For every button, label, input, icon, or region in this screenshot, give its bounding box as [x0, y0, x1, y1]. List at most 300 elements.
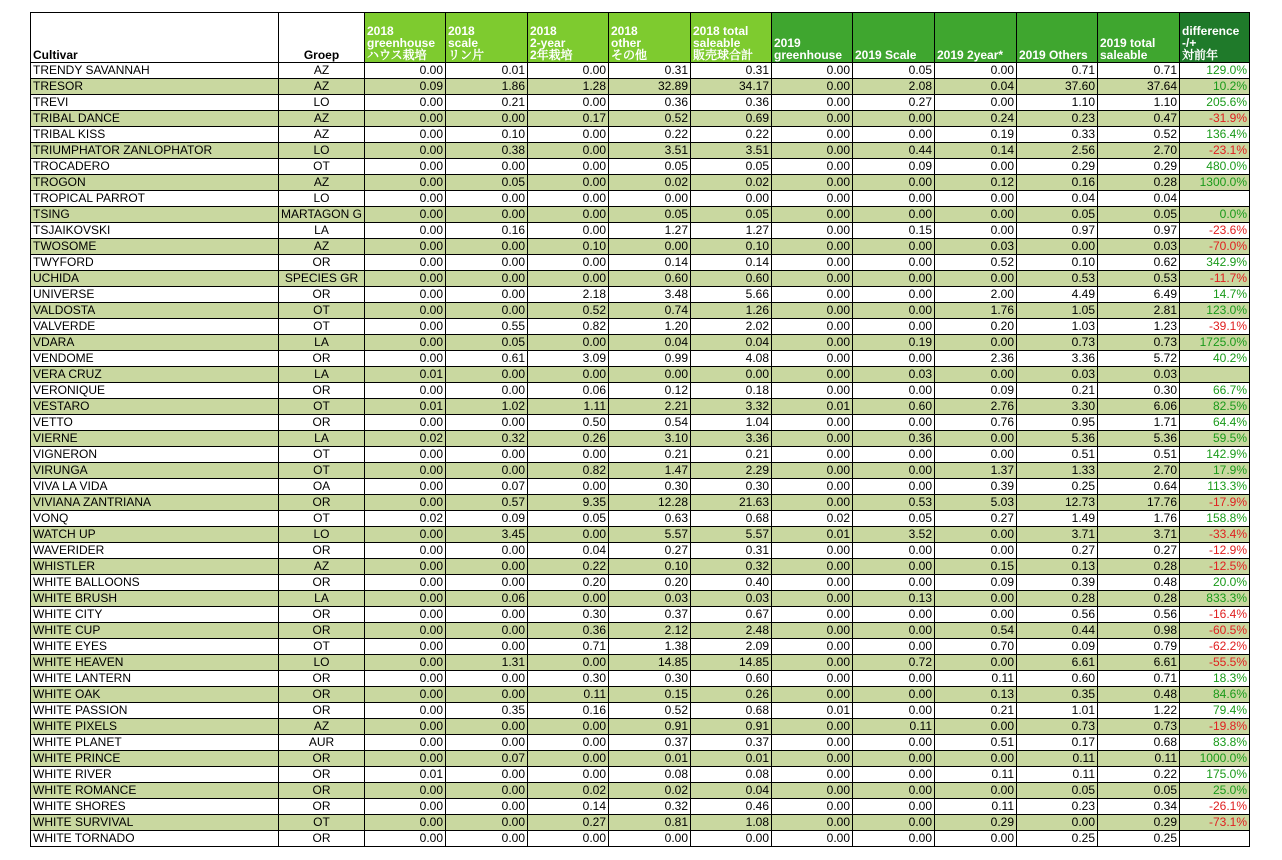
value-cell-y2_2018[interactable]: 9.35: [528, 495, 609, 511]
value-cell-gh2018[interactable]: 0.00: [365, 287, 446, 303]
value-cell-tot2018[interactable]: 0.05: [691, 207, 772, 223]
value-cell-gh2019[interactable]: 0.00: [772, 175, 853, 191]
value-cell-sc2018[interactable]: 0.01: [446, 63, 528, 79]
difference-cell[interactable]: 136.4%: [1180, 127, 1250, 143]
value-cell-tot2019[interactable]: 0.28: [1098, 591, 1180, 607]
table-row[interactable]: [31, 719, 1250, 735]
value-cell-y2_2019[interactable]: 0.39: [935, 479, 1017, 495]
value-cell-ot2018[interactable]: 0.01: [609, 751, 691, 767]
groep-cell[interactable]: OR: [279, 767, 365, 783]
value-cell-gh2019[interactable]: 0.00: [772, 687, 853, 703]
value-cell-y2_2018[interactable]: 3.09: [528, 351, 609, 367]
value-cell-sc2019[interactable]: 0.00: [853, 575, 935, 591]
table-row[interactable]: [31, 111, 1250, 127]
value-cell-tot2018[interactable]: 0.36: [691, 95, 772, 111]
value-cell-tot2019[interactable]: 0.48: [1098, 687, 1180, 703]
groep-cell[interactable]: AZ: [279, 719, 365, 735]
value-cell-tot2019[interactable]: 0.25: [1098, 831, 1180, 847]
value-cell-y2_2019[interactable]: 0.12: [935, 175, 1017, 191]
value-cell-tot2018[interactable]: 0.30: [691, 479, 772, 495]
value-cell-gh2019[interactable]: 0.00: [772, 671, 853, 687]
value-cell-ot2018[interactable]: 0.54: [609, 415, 691, 431]
value-cell-sc2019[interactable]: 0.00: [853, 383, 935, 399]
value-cell-ot2018[interactable]: 0.14: [609, 255, 691, 271]
value-cell-gh2018[interactable]: 0.00: [365, 111, 446, 127]
value-cell-tot2019[interactable]: 0.03: [1098, 239, 1180, 255]
value-cell-sc2019[interactable]: 0.36: [853, 431, 935, 447]
table-row[interactable]: [31, 655, 1250, 671]
value-cell-sc2019[interactable]: 0.11: [853, 719, 935, 735]
value-cell-tot2018[interactable]: 0.91: [691, 719, 772, 735]
value-cell-tot2019[interactable]: 1.71: [1098, 415, 1180, 431]
value-cell-gh2018[interactable]: 0.00: [365, 495, 446, 511]
value-cell-tot2018[interactable]: 0.18: [691, 383, 772, 399]
value-cell-ot2018[interactable]: 3.48: [609, 287, 691, 303]
value-cell-gh2018[interactable]: 0.00: [365, 575, 446, 591]
groep-cell[interactable]: AZ: [279, 63, 365, 79]
value-cell-tot2019[interactable]: 0.73: [1098, 719, 1180, 735]
value-cell-y2_2018[interactable]: 0.82: [528, 319, 609, 335]
table-row[interactable]: [31, 511, 1250, 527]
value-cell-gh2019[interactable]: 0.00: [772, 447, 853, 463]
value-cell-ot2018[interactable]: 0.60: [609, 271, 691, 287]
value-cell-ot2019[interactable]: 1.49: [1017, 511, 1098, 527]
value-cell-ot2018[interactable]: 0.04: [609, 335, 691, 351]
value-cell-ot2019[interactable]: 0.00: [1017, 815, 1098, 831]
value-cell-ot2018[interactable]: 0.30: [609, 671, 691, 687]
value-cell-sc2019[interactable]: 0.00: [853, 703, 935, 719]
value-cell-tot2019[interactable]: 0.29: [1098, 159, 1180, 175]
value-cell-ot2019[interactable]: 0.33: [1017, 127, 1098, 143]
groep-cell[interactable]: LO: [279, 143, 365, 159]
value-cell-y2_2019[interactable]: 0.00: [935, 783, 1017, 799]
value-cell-y2_2019[interactable]: 0.52: [935, 255, 1017, 271]
cultivar-cell[interactable]: TRIBAL DANCE: [31, 111, 279, 127]
value-cell-gh2018[interactable]: 0.00: [365, 831, 446, 847]
value-cell-y2_2018[interactable]: 0.71: [528, 639, 609, 655]
value-cell-ot2019[interactable]: 12.73: [1017, 495, 1098, 511]
table-row[interactable]: [31, 831, 1250, 847]
value-cell-sc2019[interactable]: 0.00: [853, 255, 935, 271]
value-cell-ot2019[interactable]: 0.04: [1017, 191, 1098, 207]
value-cell-sc2018[interactable]: 0.00: [446, 287, 528, 303]
value-cell-sc2018[interactable]: 0.35: [446, 703, 528, 719]
value-cell-y2_2018[interactable]: 0.00: [528, 479, 609, 495]
cultivar-cell[interactable]: UCHIDA: [31, 271, 279, 287]
value-cell-ot2018[interactable]: 5.57: [609, 527, 691, 543]
value-cell-y2_2018[interactable]: 0.00: [528, 335, 609, 351]
value-cell-y2_2018[interactable]: 0.20: [528, 575, 609, 591]
table-row[interactable]: [31, 783, 1250, 799]
value-cell-y2_2018[interactable]: 0.00: [528, 143, 609, 159]
table-row[interactable]: [31, 815, 1250, 831]
groep-cell[interactable]: OT: [279, 815, 365, 831]
table-row[interactable]: [31, 303, 1250, 319]
value-cell-gh2019[interactable]: 0.00: [772, 623, 853, 639]
value-cell-gh2019[interactable]: 0.01: [772, 527, 853, 543]
column-header-cultivar[interactable]: [31, 13, 279, 63]
groep-cell[interactable]: OR: [279, 575, 365, 591]
value-cell-gh2018[interactable]: 0.00: [365, 95, 446, 111]
value-cell-y2_2019[interactable]: 0.00: [935, 223, 1017, 239]
value-cell-y2_2018[interactable]: 0.30: [528, 671, 609, 687]
value-cell-ot2018[interactable]: 0.05: [609, 207, 691, 223]
value-cell-y2_2018[interactable]: 0.30: [528, 607, 609, 623]
value-cell-y2_2019[interactable]: 0.70: [935, 639, 1017, 655]
value-cell-gh2019[interactable]: 0.00: [772, 463, 853, 479]
value-cell-gh2018[interactable]: 0.00: [365, 671, 446, 687]
groep-cell[interactable]: OR: [279, 543, 365, 559]
value-cell-gh2018[interactable]: 0.00: [365, 415, 446, 431]
value-cell-y2_2019[interactable]: 0.20: [935, 319, 1017, 335]
value-cell-gh2019[interactable]: 0.00: [772, 95, 853, 111]
value-cell-tot2018[interactable]: 0.26: [691, 687, 772, 703]
groep-cell[interactable]: OT: [279, 319, 365, 335]
value-cell-sc2018[interactable]: 0.00: [446, 191, 528, 207]
cultivar-cell[interactable]: WHITE HEAVEN: [31, 655, 279, 671]
value-cell-y2_2018[interactable]: 0.04: [528, 543, 609, 559]
value-cell-tot2018[interactable]: 14.85: [691, 655, 772, 671]
value-cell-sc2018[interactable]: 0.00: [446, 623, 528, 639]
difference-cell[interactable]: 1725.0%: [1180, 335, 1250, 351]
groep-cell[interactable]: OR: [279, 351, 365, 367]
value-cell-ot2019[interactable]: 0.95: [1017, 415, 1098, 431]
value-cell-y2_2019[interactable]: 0.13: [935, 687, 1017, 703]
value-cell-tot2018[interactable]: 0.67: [691, 607, 772, 623]
value-cell-ot2018[interactable]: 0.99: [609, 351, 691, 367]
value-cell-sc2019[interactable]: 0.00: [853, 623, 935, 639]
value-cell-gh2019[interactable]: 0.00: [772, 271, 853, 287]
value-cell-gh2019[interactable]: 0.00: [772, 815, 853, 831]
cultivar-cell[interactable]: TROCADERO: [31, 159, 279, 175]
difference-cell[interactable]: 17.9%: [1180, 463, 1250, 479]
value-cell-tot2019[interactable]: 0.05: [1098, 783, 1180, 799]
value-cell-tot2018[interactable]: 0.14: [691, 255, 772, 271]
difference-cell[interactable]: 14.7%: [1180, 287, 1250, 303]
cultivar-cell[interactable]: VIERNE: [31, 431, 279, 447]
column-header-sc2019[interactable]: [853, 13, 935, 63]
groep-cell[interactable]: OT: [279, 447, 365, 463]
groep-cell[interactable]: OT: [279, 303, 365, 319]
table-row[interactable]: [31, 735, 1250, 751]
value-cell-ot2019[interactable]: 0.11: [1017, 751, 1098, 767]
value-cell-ot2018[interactable]: 1.20: [609, 319, 691, 335]
value-cell-ot2019[interactable]: 0.23: [1017, 111, 1098, 127]
difference-cell[interactable]: [1180, 831, 1250, 847]
value-cell-sc2019[interactable]: 0.00: [853, 799, 935, 815]
value-cell-y2_2018[interactable]: 0.00: [528, 95, 609, 111]
value-cell-tot2018[interactable]: 0.68: [691, 511, 772, 527]
value-cell-sc2018[interactable]: 0.57: [446, 495, 528, 511]
groep-cell[interactable]: OR: [279, 415, 365, 431]
value-cell-ot2019[interactable]: 1.03: [1017, 319, 1098, 335]
value-cell-gh2019[interactable]: 0.00: [772, 239, 853, 255]
value-cell-gh2018[interactable]: 0.00: [365, 175, 446, 191]
value-cell-ot2019[interactable]: 1.01: [1017, 703, 1098, 719]
value-cell-tot2019[interactable]: 37.64: [1098, 79, 1180, 95]
value-cell-tot2019[interactable]: 2.70: [1098, 143, 1180, 159]
difference-cell[interactable]: 129.0%: [1180, 63, 1250, 79]
value-cell-sc2018[interactable]: 0.00: [446, 543, 528, 559]
value-cell-y2_2019[interactable]: 0.21: [935, 703, 1017, 719]
groep-cell[interactable]: LO: [279, 655, 365, 671]
value-cell-sc2019[interactable]: 0.00: [853, 191, 935, 207]
value-cell-y2_2019[interactable]: 0.29: [935, 815, 1017, 831]
value-cell-gh2018[interactable]: 0.09: [365, 79, 446, 95]
difference-cell[interactable]: -26.1%: [1180, 799, 1250, 815]
value-cell-y2_2018[interactable]: 0.14: [528, 799, 609, 815]
value-cell-sc2019[interactable]: 0.00: [853, 175, 935, 191]
value-cell-gh2019[interactable]: 0.00: [772, 79, 853, 95]
value-cell-tot2018[interactable]: 0.00: [691, 191, 772, 207]
value-cell-sc2019[interactable]: 0.00: [853, 735, 935, 751]
value-cell-tot2018[interactable]: 0.32: [691, 559, 772, 575]
difference-cell[interactable]: 82.5%: [1180, 399, 1250, 415]
groep-cell[interactable]: LA: [279, 367, 365, 383]
value-cell-tot2019[interactable]: 0.04: [1098, 191, 1180, 207]
value-cell-y2_2018[interactable]: 0.10: [528, 239, 609, 255]
value-cell-sc2018[interactable]: 0.00: [446, 671, 528, 687]
value-cell-y2_2019[interactable]: 0.04: [935, 79, 1017, 95]
column-header-tot2018[interactable]: [691, 13, 772, 63]
table-row[interactable]: [31, 223, 1250, 239]
value-cell-sc2019[interactable]: 0.00: [853, 287, 935, 303]
value-cell-gh2019[interactable]: 0.00: [772, 191, 853, 207]
value-cell-sc2019[interactable]: 0.00: [853, 207, 935, 223]
value-cell-sc2018[interactable]: 0.00: [446, 783, 528, 799]
difference-cell[interactable]: 142.9%: [1180, 447, 1250, 463]
value-cell-sc2019[interactable]: 0.27: [853, 95, 935, 111]
value-cell-tot2018[interactable]: 0.04: [691, 783, 772, 799]
table-row[interactable]: [31, 63, 1250, 79]
value-cell-ot2019[interactable]: 0.17: [1017, 735, 1098, 751]
value-cell-gh2019[interactable]: 0.00: [772, 799, 853, 815]
value-cell-ot2018[interactable]: 0.03: [609, 591, 691, 607]
table-row[interactable]: [31, 767, 1250, 783]
cultivar-cell[interactable]: WHITE EYES: [31, 639, 279, 655]
value-cell-gh2018[interactable]: 0.00: [365, 479, 446, 495]
value-cell-ot2018[interactable]: 3.10: [609, 431, 691, 447]
value-cell-ot2019[interactable]: 0.05: [1017, 783, 1098, 799]
groep-cell[interactable]: OR: [279, 495, 365, 511]
difference-cell[interactable]: -23.1%: [1180, 143, 1250, 159]
difference-cell[interactable]: 0.0%: [1180, 207, 1250, 223]
value-cell-ot2018[interactable]: 0.63: [609, 511, 691, 527]
value-cell-tot2019[interactable]: 0.97: [1098, 223, 1180, 239]
value-cell-ot2018[interactable]: 32.89: [609, 79, 691, 95]
value-cell-y2_2019[interactable]: 0.00: [935, 367, 1017, 383]
value-cell-gh2018[interactable]: 0.01: [365, 367, 446, 383]
difference-cell[interactable]: -60.5%: [1180, 623, 1250, 639]
value-cell-y2_2018[interactable]: 0.52: [528, 303, 609, 319]
value-cell-sc2019[interactable]: 0.00: [853, 127, 935, 143]
value-cell-y2_2019[interactable]: 0.14: [935, 143, 1017, 159]
value-cell-gh2018[interactable]: 0.00: [365, 607, 446, 623]
value-cell-y2_2018[interactable]: 0.16: [528, 703, 609, 719]
value-cell-y2_2018[interactable]: 0.26: [528, 431, 609, 447]
value-cell-gh2019[interactable]: 0.00: [772, 383, 853, 399]
value-cell-tot2018[interactable]: 0.31: [691, 543, 772, 559]
value-cell-gh2018[interactable]: 0.00: [365, 271, 446, 287]
value-cell-gh2019[interactable]: 0.00: [772, 143, 853, 159]
value-cell-sc2018[interactable]: 0.00: [446, 303, 528, 319]
value-cell-ot2018[interactable]: 0.22: [609, 127, 691, 143]
table-row[interactable]: [31, 543, 1250, 559]
value-cell-ot2019[interactable]: 0.13: [1017, 559, 1098, 575]
value-cell-tot2019[interactable]: 0.71: [1098, 63, 1180, 79]
value-cell-sc2019[interactable]: 0.00: [853, 767, 935, 783]
value-cell-tot2019[interactable]: 0.22: [1098, 767, 1180, 783]
value-cell-tot2018[interactable]: 0.40: [691, 575, 772, 591]
value-cell-sc2018[interactable]: 0.00: [446, 383, 528, 399]
value-cell-ot2019[interactable]: 0.11: [1017, 767, 1098, 783]
cultivar-cell[interactable]: TRIBAL KISS: [31, 127, 279, 143]
value-cell-sc2018[interactable]: 0.00: [446, 463, 528, 479]
value-cell-ot2019[interactable]: 0.29: [1017, 159, 1098, 175]
cultivar-cell[interactable]: WAVERIDER: [31, 543, 279, 559]
value-cell-y2_2019[interactable]: 0.00: [935, 191, 1017, 207]
value-cell-sc2019[interactable]: 0.00: [853, 319, 935, 335]
value-cell-tot2018[interactable]: 5.57: [691, 527, 772, 543]
value-cell-gh2019[interactable]: 0.00: [772, 655, 853, 671]
cultivar-cell[interactable]: WHISTLER: [31, 559, 279, 575]
value-cell-sc2019[interactable]: 2.08: [853, 79, 935, 95]
value-cell-y2_2019[interactable]: 0.00: [935, 271, 1017, 287]
value-cell-tot2019[interactable]: 0.51: [1098, 447, 1180, 463]
value-cell-sc2019[interactable]: 0.00: [853, 239, 935, 255]
value-cell-gh2019[interactable]: 0.00: [772, 287, 853, 303]
value-cell-gh2019[interactable]: 0.00: [772, 591, 853, 607]
cultivar-cell[interactable]: WATCH UP: [31, 527, 279, 543]
value-cell-gh2019[interactable]: 0.00: [772, 319, 853, 335]
table-row[interactable]: [31, 671, 1250, 687]
value-cell-sc2019[interactable]: 0.00: [853, 671, 935, 687]
value-cell-tot2019[interactable]: 0.34: [1098, 799, 1180, 815]
value-cell-y2_2018[interactable]: 0.00: [528, 527, 609, 543]
value-cell-tot2018[interactable]: 0.69: [691, 111, 772, 127]
value-cell-ot2018[interactable]: 14.85: [609, 655, 691, 671]
value-cell-gh2018[interactable]: 0.00: [365, 463, 446, 479]
value-cell-ot2019[interactable]: 4.49: [1017, 287, 1098, 303]
value-cell-tot2018[interactable]: 34.17: [691, 79, 772, 95]
value-cell-tot2019[interactable]: 0.47: [1098, 111, 1180, 127]
value-cell-sc2019[interactable]: 0.00: [853, 415, 935, 431]
cultivar-cell[interactable]: WHITE BRUSH: [31, 591, 279, 607]
value-cell-tot2018[interactable]: 1.08: [691, 815, 772, 831]
value-cell-tot2019[interactable]: 6.06: [1098, 399, 1180, 415]
column-header-gh2019[interactable]: [772, 13, 853, 63]
value-cell-y2_2019[interactable]: 0.00: [935, 447, 1017, 463]
difference-cell[interactable]: 480.0%: [1180, 159, 1250, 175]
groep-cell[interactable]: OR: [279, 751, 365, 767]
groep-cell[interactable]: LA: [279, 223, 365, 239]
cultivar-cell[interactable]: TRENDY SAVANNAH: [31, 63, 279, 79]
value-cell-y2_2019[interactable]: 0.00: [935, 655, 1017, 671]
value-cell-tot2019[interactable]: 3.71: [1098, 527, 1180, 543]
value-cell-sc2018[interactable]: 0.00: [446, 207, 528, 223]
value-cell-tot2019[interactable]: 2.70: [1098, 463, 1180, 479]
value-cell-tot2018[interactable]: 0.02: [691, 175, 772, 191]
value-cell-y2_2019[interactable]: 2.36: [935, 351, 1017, 367]
value-cell-gh2019[interactable]: 0.00: [772, 431, 853, 447]
column-header-sc2018[interactable]: [446, 13, 528, 63]
value-cell-sc2018[interactable]: 0.61: [446, 351, 528, 367]
value-cell-tot2018[interactable]: 3.51: [691, 143, 772, 159]
value-cell-ot2018[interactable]: 0.05: [609, 159, 691, 175]
cultivar-cell[interactable]: WHITE CUP: [31, 623, 279, 639]
table-row[interactable]: [31, 751, 1250, 767]
table-row[interactable]: [31, 207, 1250, 223]
cultivar-cell[interactable]: TWYFORD: [31, 255, 279, 271]
value-cell-gh2019[interactable]: 0.00: [772, 495, 853, 511]
value-cell-y2_2018[interactable]: 0.17: [528, 111, 609, 127]
value-cell-gh2018[interactable]: 0.00: [365, 319, 446, 335]
value-cell-tot2018[interactable]: 0.22: [691, 127, 772, 143]
difference-cell[interactable]: 205.6%: [1180, 95, 1250, 111]
cultivar-cell[interactable]: TSING: [31, 207, 279, 223]
value-cell-tot2018[interactable]: 1.04: [691, 415, 772, 431]
value-cell-ot2019[interactable]: 0.39: [1017, 575, 1098, 591]
value-cell-ot2018[interactable]: 0.00: [609, 191, 691, 207]
table-row[interactable]: [31, 95, 1250, 111]
value-cell-y2_2019[interactable]: 2.00: [935, 287, 1017, 303]
difference-cell[interactable]: -31.9%: [1180, 111, 1250, 127]
value-cell-gh2019[interactable]: 0.00: [772, 207, 853, 223]
value-cell-ot2018[interactable]: 0.74: [609, 303, 691, 319]
value-cell-y2_2018[interactable]: 0.00: [528, 751, 609, 767]
value-cell-y2_2018[interactable]: 0.00: [528, 255, 609, 271]
value-cell-ot2018[interactable]: 0.00: [609, 831, 691, 847]
value-cell-ot2019[interactable]: 0.03: [1017, 367, 1098, 383]
value-cell-gh2018[interactable]: 0.00: [365, 143, 446, 159]
table-row[interactable]: [31, 143, 1250, 159]
difference-cell[interactable]: -33.4%: [1180, 527, 1250, 543]
value-cell-ot2018[interactable]: 0.81: [609, 815, 691, 831]
cultivar-cell[interactable]: VALVERDE: [31, 319, 279, 335]
cultivar-cell[interactable]: VERONIQUE: [31, 383, 279, 399]
value-cell-tot2018[interactable]: 2.48: [691, 623, 772, 639]
value-cell-gh2019[interactable]: 0.00: [772, 223, 853, 239]
value-cell-ot2019[interactable]: 0.35: [1017, 687, 1098, 703]
table-row[interactable]: [31, 239, 1250, 255]
cultivar-cell[interactable]: WHITE PASSION: [31, 703, 279, 719]
value-cell-sc2019[interactable]: 0.00: [853, 271, 935, 287]
value-cell-sc2019[interactable]: 0.72: [853, 655, 935, 671]
value-cell-y2_2018[interactable]: 0.11: [528, 687, 609, 703]
cultivar-cell[interactable]: TROGON: [31, 175, 279, 191]
groep-cell[interactable]: LO: [279, 191, 365, 207]
value-cell-tot2018[interactable]: 21.63: [691, 495, 772, 511]
difference-cell[interactable]: 64.4%: [1180, 415, 1250, 431]
value-cell-y2_2018[interactable]: 0.00: [528, 175, 609, 191]
cultivar-cell[interactable]: WHITE PIXELS: [31, 719, 279, 735]
value-cell-tot2019[interactable]: 2.81: [1098, 303, 1180, 319]
value-cell-y2_2018[interactable]: 0.36: [528, 623, 609, 639]
value-cell-gh2018[interactable]: 0.00: [365, 63, 446, 79]
value-cell-tot2018[interactable]: 4.08: [691, 351, 772, 367]
value-cell-y2_2018[interactable]: 0.27: [528, 815, 609, 831]
value-cell-tot2018[interactable]: 0.00: [691, 367, 772, 383]
value-cell-sc2018[interactable]: 0.05: [446, 175, 528, 191]
value-cell-tot2019[interactable]: 0.71: [1098, 671, 1180, 687]
value-cell-ot2018[interactable]: 2.21: [609, 399, 691, 415]
value-cell-y2_2018[interactable]: 0.82: [528, 463, 609, 479]
value-cell-tot2019[interactable]: 0.48: [1098, 575, 1180, 591]
groep-cell[interactable]: AZ: [279, 175, 365, 191]
value-cell-y2_2018[interactable]: 0.02: [528, 783, 609, 799]
value-cell-ot2019[interactable]: 3.30: [1017, 399, 1098, 415]
value-cell-y2_2019[interactable]: 1.76: [935, 303, 1017, 319]
